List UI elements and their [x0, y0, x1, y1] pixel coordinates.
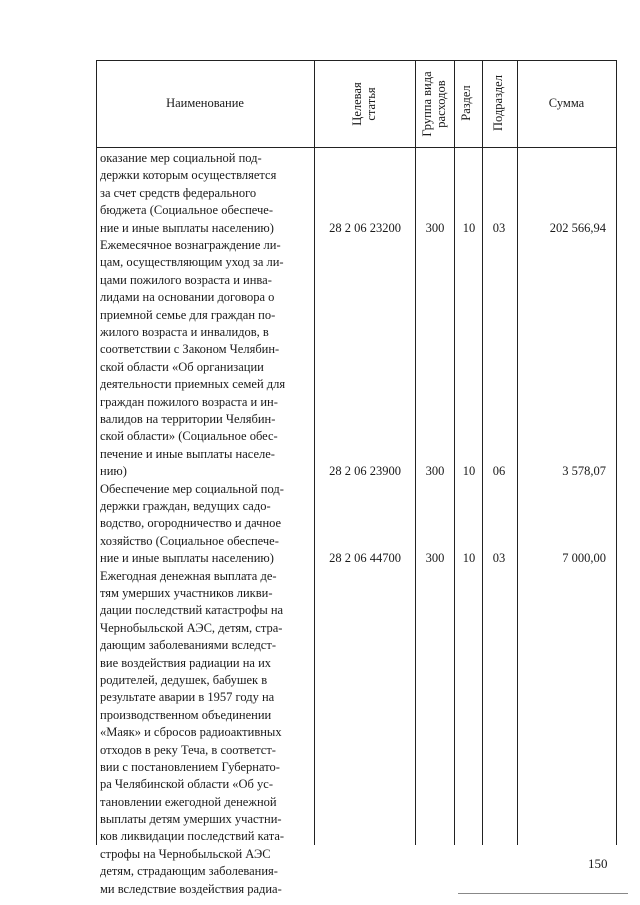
header-section: Раздел [459, 85, 473, 121]
description-line: держки которым осуществляется [100, 168, 277, 183]
row-expense-group: 300 [425, 551, 445, 566]
table-top-border [96, 60, 616, 61]
column-divider [314, 60, 315, 845]
description-line: нию) [100, 464, 127, 479]
row-target-article: 28 2 06 23200 [329, 220, 401, 235]
column-divider [96, 60, 97, 845]
description-line: вии с постановлением Губернато- [100, 759, 280, 774]
header-amount: Сумма [548, 96, 585, 110]
row-amount: 202 566,94 [549, 220, 606, 235]
description-line: тям умерших участников ликви- [100, 585, 273, 600]
description-line: ние и иные выплаты населению) [100, 551, 274, 566]
row-section: 10 [462, 551, 476, 566]
description-line: дации последствий катастрофы на [100, 603, 284, 618]
description-line: ра Челябинской области «Об ус- [100, 777, 274, 792]
header-target-article: Целевая статья [350, 82, 378, 126]
description-line: за счет средств федерального [100, 185, 257, 200]
row-description [100, 150, 310, 237]
description-line: Чернобыльской АЭС, детям, стра- [100, 620, 283, 635]
row-description [100, 237, 310, 480]
description-line: ской области «Об организации [100, 359, 264, 374]
description-line: бюджета (Социальное обеспече- [100, 203, 273, 218]
description-line: Ежегодная денежная выплата де- [100, 568, 277, 583]
description-line: тановлении ежегодной денежной [100, 794, 277, 809]
description-line: детям, страдающим заболевания- [100, 864, 278, 879]
row-subsection: 06 [492, 464, 506, 479]
header-expense-group: Группа вида расходов [420, 71, 448, 137]
row-subsection: 03 [492, 220, 506, 235]
header-name: Наименование [166, 96, 244, 110]
description-line: оказание мер социальной под- [100, 151, 262, 165]
description-line: жилого возраста и инвалидов, в [100, 324, 269, 339]
column-divider [415, 60, 416, 845]
header-subsection: Подраздел [491, 75, 505, 131]
description-line: водство, огородничество и дачное [100, 516, 282, 531]
column-divider [482, 60, 483, 845]
row-amount: 7 000,00 [562, 551, 606, 566]
row-subsection: 03 [492, 551, 506, 566]
description-line: «Маяк» и сбросов радиоактивных [100, 725, 282, 740]
row-expense-group: 300 [425, 464, 445, 479]
description-line: вие воздействия радиации на их [100, 655, 272, 670]
row-target-article: 28 2 06 44700 [329, 551, 401, 566]
description-line: производственном объединении [100, 707, 272, 722]
description-line: ние и иные выплаты населению) [100, 220, 274, 235]
description-line: родителей, дедушек, бабушек в [100, 672, 268, 687]
description-line: граждан пожилого возраста и ин- [100, 394, 278, 409]
description-line: выплаты детям умерших участни- [100, 812, 282, 827]
description-line: результате аварии в 1957 году на [100, 690, 275, 705]
description-line: отходов в реку Теча, в соответст- [100, 742, 276, 757]
description-line: соответствии с Законом Челябин- [100, 342, 280, 357]
row-section: 10 [462, 464, 476, 479]
column-divider [454, 60, 455, 845]
column-divider [517, 60, 518, 845]
description-line: строфы на Чернобыльской АЭС [100, 846, 271, 861]
description-line: ков ликвидации последствий ката- [100, 829, 285, 844]
description-line: лидами на основании договора о [100, 290, 275, 305]
description-line: держки граждан, ведущих садо- [100, 498, 271, 513]
description-line: печение и иные выплаты населе- [100, 446, 275, 461]
description-line: Обеспечение мер социальной под- [100, 481, 284, 496]
row-section: 10 [462, 220, 476, 235]
column-divider [616, 60, 617, 845]
description-line: ской области» (Социальное обес- [100, 429, 278, 444]
row-description [100, 568, 310, 898]
row-description [100, 481, 310, 568]
description-line: хозяйство (Социальное обеспече- [100, 533, 279, 548]
description-line: цами пожилого возраста и инва- [100, 272, 272, 287]
description-line: приемной семье для граждан по- [100, 307, 276, 322]
footer-rule [458, 893, 628, 894]
row-expense-group: 300 [425, 220, 445, 235]
description-line: деятельности приемных семей для [100, 377, 286, 392]
description-line: дающим заболеваниями вследст- [100, 638, 276, 653]
description-line: Ежемесячное вознаграждение ли- [100, 238, 281, 252]
row-amount: 3 578,07 [562, 464, 606, 479]
page-number: 150 [588, 856, 608, 871]
description-line: цам, осуществляющим уход за ли- [100, 255, 284, 270]
header-bottom-border [96, 147, 616, 148]
description-line: ми вследствие воздействия радиа- [100, 881, 282, 896]
row-target-article: 28 2 06 23900 [329, 464, 401, 479]
description-line: валидов на территории Челябин- [100, 411, 276, 426]
